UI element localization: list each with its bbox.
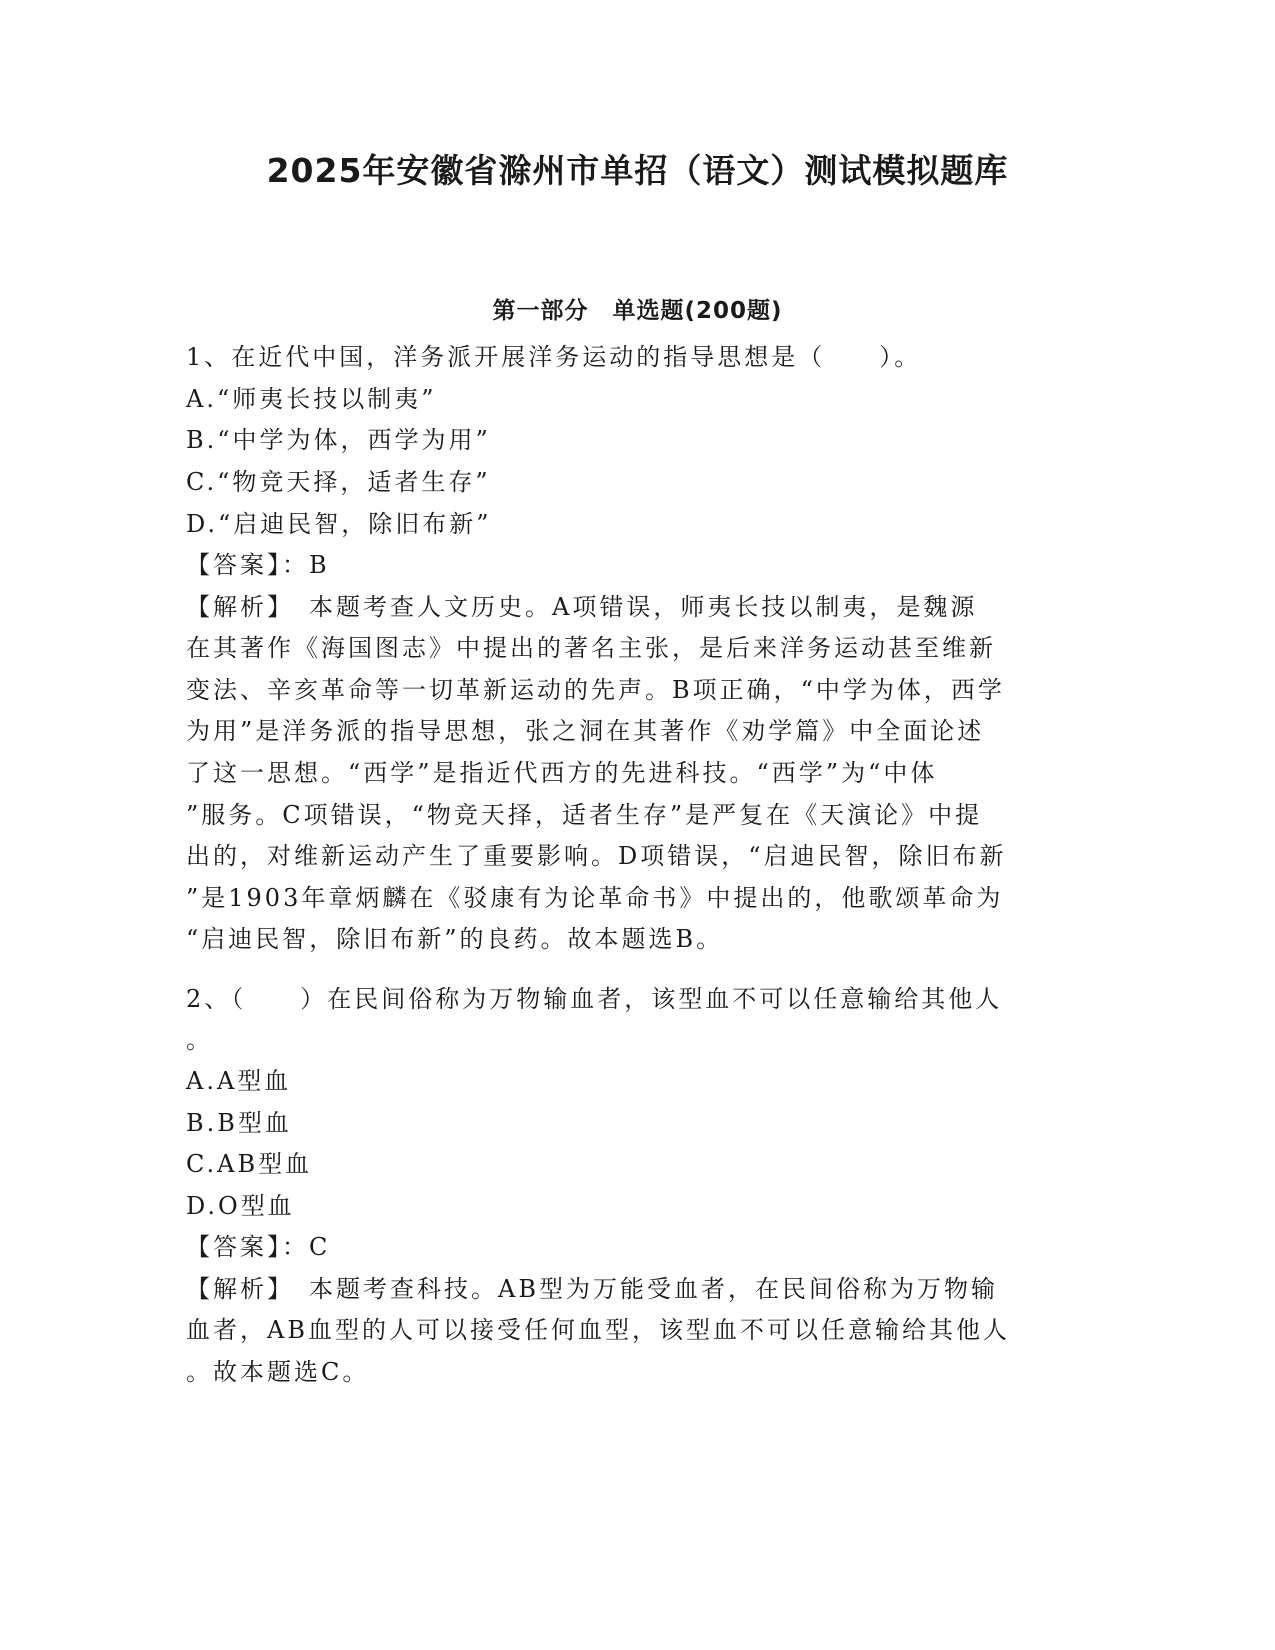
section-title: 第一部分 单选题(200题) [492, 298, 783, 324]
question-1-option-c: C.“物竞天择，适者生存” [186, 468, 491, 496]
question-1-analysis-line: 为用”是洋务派的指导思想，张之洞在其著作《劝学篇》中全面论述 [186, 717, 985, 745]
question-1-analysis-line: ”服务。C项错误，“物竞天择，适者生存”是严复在《天演论》中提 [186, 801, 983, 829]
question-2-analysis-line: 【解析】 本题考查科技。AB型为万能受血者，在民间俗称为万物输 [186, 1275, 998, 1303]
question-2-option-d: D.O型血 [186, 1192, 295, 1220]
document-title: 2025年安徽省滁州市单招（语文）测试模拟题库 [266, 151, 1009, 190]
question-1-option-b: B.“中学为体，西学为用” [186, 426, 491, 454]
question-1-analysis-line: “启迪民智，除旧布新”的良药。故本题选B。 [186, 925, 724, 953]
question-2-analysis-line: 血者，AB血型的人可以接受任何血型，该型血不可以任意输给其他人 [186, 1316, 1010, 1344]
question-2-analysis-line: 。故本题选C。 [186, 1358, 370, 1386]
question-1-option-a: A.“师夷长技以制夷” [186, 385, 437, 413]
question-1-analysis-line: 出的，对维新运动产生了重要影响。D项错误，“启迪民智，除旧布新 [186, 842, 1007, 870]
question-1-option-d: D.“启迪民智，除旧布新” [186, 510, 492, 538]
question-1-analysis-line: 变法、辛亥革命等一切革新运动的先声。B项正确，“中学为体，西学 [186, 676, 1005, 704]
question-2-stem-line: 。 [186, 1026, 213, 1054]
question-2-stem-line: 2、（ ）在民间俗称为万物输血者，该型血不可以任意输给其他人 [186, 985, 1003, 1013]
question-2-option-b: B.B型血 [186, 1109, 292, 1137]
question-1-analysis-line: 在其著作《海国图志》中提出的著名主张，是后来洋务运动甚至维新 [186, 634, 996, 662]
question-1-analysis-line: 了这一思想。“西学”是指近代西方的先进科技。“西学”为“中体 [186, 759, 938, 787]
question-1-answer: 【答案】：B [186, 551, 330, 579]
question-2-option-a: A.A型血 [186, 1067, 292, 1095]
question-1-analysis-line: ”是1903年章炳麟在《驳康有为论革命书》中提出的，他歌颂革命为 [186, 884, 1004, 912]
question-2-option-c: C.AB型血 [186, 1150, 313, 1178]
question-2-answer: 【答案】：C [186, 1233, 331, 1261]
question-1-stem: 1、在近代中国，洋务派开展洋务运动的指导思想是（ ）。 [186, 343, 922, 371]
question-1-analysis-line: 【解析】 本题考查人文历史。A项错误，师夷长技以制夷，是魏源 [186, 593, 978, 621]
